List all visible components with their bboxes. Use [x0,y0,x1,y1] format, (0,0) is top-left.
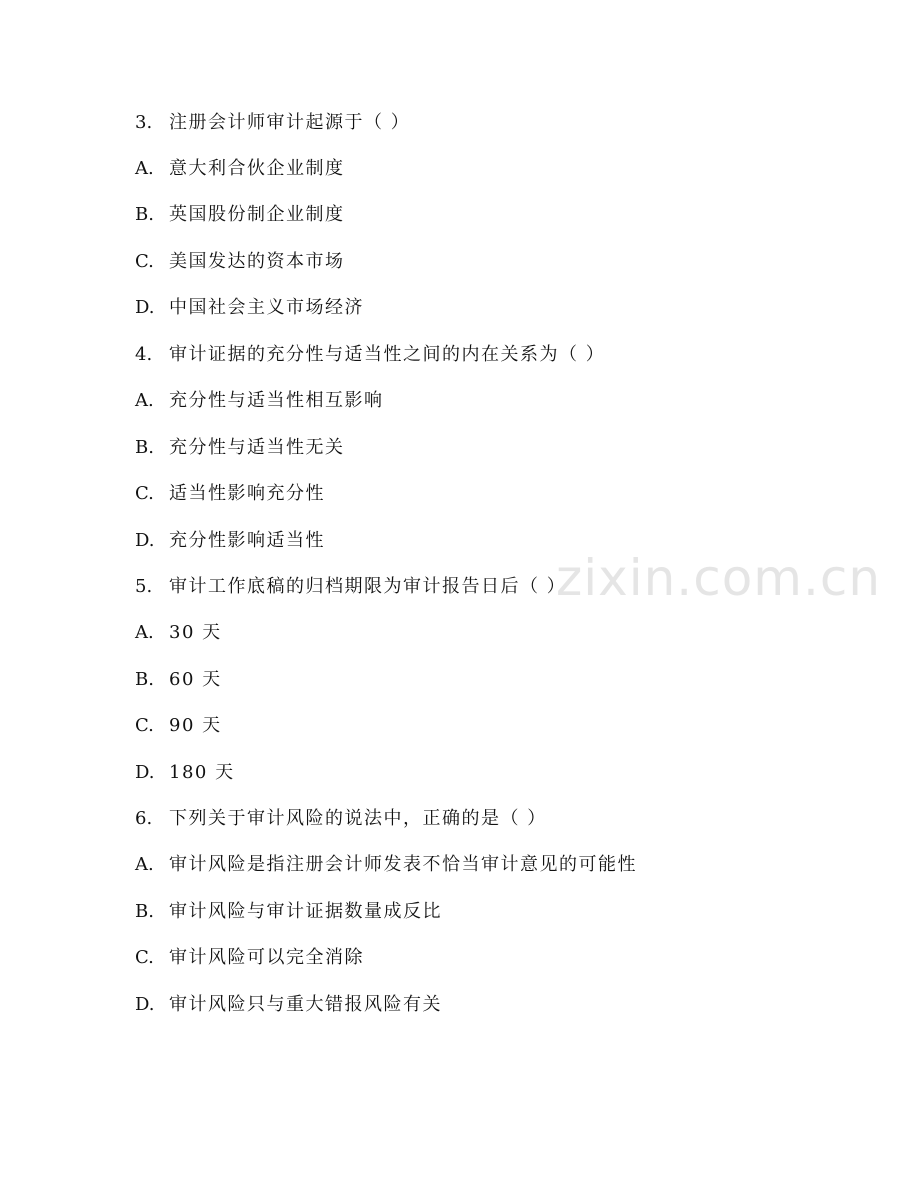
question-3-option-a [135,157,345,181]
option-label: C. [135,715,154,736]
question-5-option-c [135,714,222,738]
option-label: B. [135,204,154,225]
question-5-option-d [135,761,235,785]
option-text: 90 天 [169,715,222,736]
question-number: 4. [135,344,153,365]
question-number: 5. [135,576,153,597]
option-text: 审计风险可以完全消除 [169,947,364,968]
option-text: 充分性影响适当性 [169,530,325,551]
option-label: D. [135,762,155,783]
option-label: B. [135,901,154,922]
option-label: D. [135,297,155,318]
option-label: A. [135,158,154,179]
option-label: B. [135,437,154,458]
question-6-option-d [135,993,442,1017]
question-text: 审计工作底稿的归档期限为审计报告日后（ ） [169,576,567,597]
option-label: C. [135,483,154,504]
option-text: 审计风险是指注册会计师发表不恰当审计意见的可能性 [169,854,637,875]
option-label: D. [135,530,155,551]
question-3-option-c [135,250,345,274]
option-label: A. [135,390,154,411]
option-label: C. [135,251,154,272]
option-text: 适当性影响充分性 [169,483,325,504]
option-text: 审计风险与审计证据数量成反比 [169,901,442,922]
question-6-option-c [135,946,364,970]
option-text: 美国发达的资本市场 [169,251,345,272]
question-4-option-d [135,529,325,553]
question-3-option-d [135,296,364,320]
option-label: B. [135,669,154,690]
question-3-option-b [135,203,345,227]
option-label: A. [135,622,154,643]
question-6-stem [135,807,547,831]
option-text: 30 天 [169,622,222,643]
option-text: 60 天 [169,669,222,690]
question-4-option-c [135,482,325,506]
question-3-stem [135,111,410,135]
option-text: 180 天 [169,762,235,783]
option-text: 意大利合伙企业制度 [169,158,345,179]
question-6-option-a [135,853,637,877]
question-text: 注册会计师审计起源于（ ） [169,112,411,133]
option-label: D. [135,994,155,1015]
option-text: 充分性与适当性相互影响 [169,390,384,411]
question-5-option-a [135,621,222,645]
question-number: 3. [135,112,153,133]
question-number: 6. [135,808,153,829]
option-label: A. [135,854,154,875]
question-6-option-b [135,900,442,924]
option-label: C. [135,947,154,968]
question-4-option-a [135,389,384,413]
question-5-stem [135,575,566,599]
question-4-stem [135,343,605,367]
question-text: 审计证据的充分性与适当性之间的内在关系为（ ） [169,344,606,365]
question-4-option-b [135,436,345,460]
option-text: 中国社会主义市场经济 [169,297,364,318]
option-text: 充分性与适当性无关 [169,437,345,458]
option-text: 英国股份制企业制度 [169,204,345,225]
question-5-option-b [135,668,222,692]
option-text: 审计风险只与重大错报风险有关 [169,994,442,1015]
question-text: 下列关于审计风险的说法中，正确的是（ ） [169,808,547,829]
watermark-text: zixin.com.cn [556,549,882,607]
